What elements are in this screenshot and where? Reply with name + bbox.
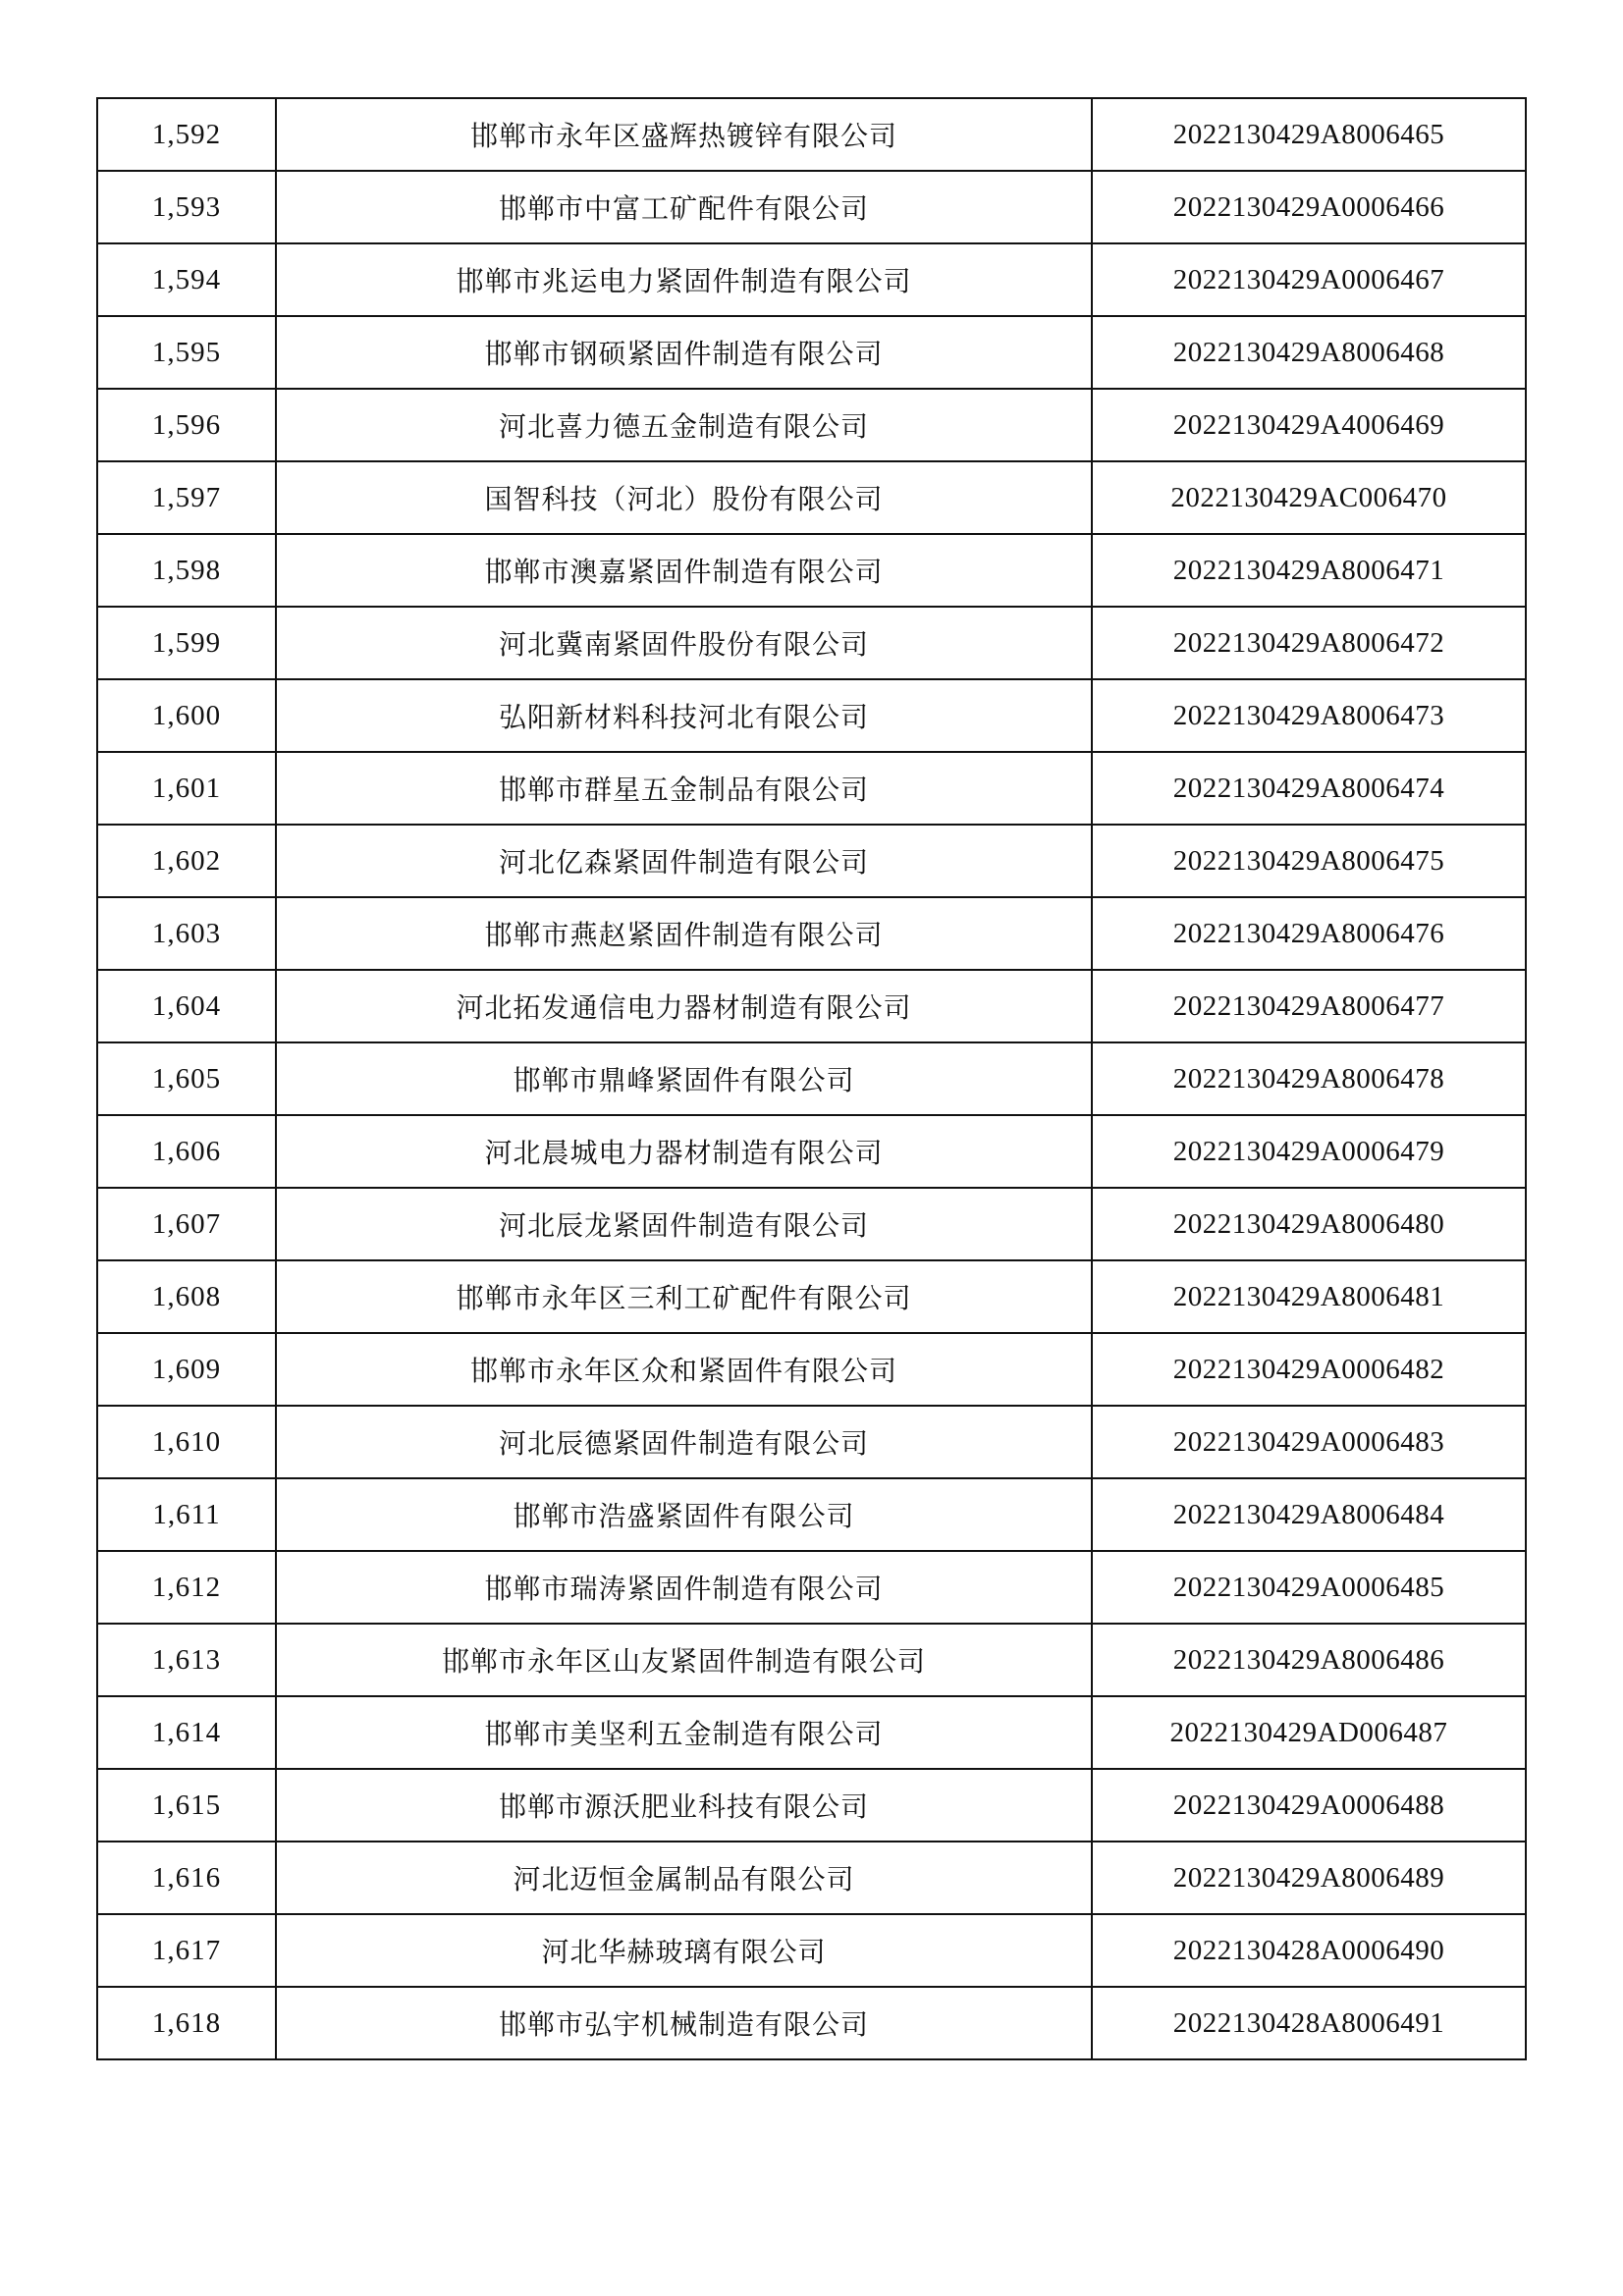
row-index: 1,593 xyxy=(97,171,276,243)
table-row xyxy=(97,1914,1526,1987)
row-index: 1,611 xyxy=(97,1478,276,1551)
row-index: 1,606 xyxy=(97,1115,276,1188)
row-index: 1,596 xyxy=(97,389,276,461)
row-index: 1,615 xyxy=(97,1769,276,1842)
company-name: 国智科技（河北）股份有限公司 xyxy=(276,461,1092,534)
registration-code: 2022130429A4006469 xyxy=(1092,389,1526,461)
row-index: 1,613 xyxy=(97,1624,276,1696)
registration-code: 2022130429A0006479 xyxy=(1092,1115,1526,1188)
company-name: 河北拓发通信电力器材制造有限公司 xyxy=(276,970,1092,1042)
registration-code: 2022130429A8006478 xyxy=(1092,1042,1526,1115)
row-index: 1,617 xyxy=(97,1914,276,1987)
company-name: 河北亿森紧固件制造有限公司 xyxy=(276,825,1092,897)
company-name: 邯郸市鼎峰紧固件有限公司 xyxy=(276,1042,1092,1115)
registration-code: 2022130429A0006482 xyxy=(1092,1333,1526,1406)
table-row xyxy=(97,897,1526,970)
row-index: 1,595 xyxy=(97,316,276,389)
table-row xyxy=(97,1987,1526,2059)
table-row xyxy=(97,389,1526,461)
row-index: 1,594 xyxy=(97,243,276,316)
table-row xyxy=(97,1115,1526,1188)
company-name: 邯郸市弘宇机械制造有限公司 xyxy=(276,1987,1092,2059)
table-row xyxy=(97,98,1526,171)
row-index: 1,610 xyxy=(97,1406,276,1478)
row-index: 1,592 xyxy=(97,98,276,171)
table-row xyxy=(97,1260,1526,1333)
company-name: 邯郸市永年区众和紧固件有限公司 xyxy=(276,1333,1092,1406)
registration-code: 2022130429A8006489 xyxy=(1092,1842,1526,1914)
registration-code: 2022130429A0006488 xyxy=(1092,1769,1526,1842)
company-name: 河北辰德紧固件制造有限公司 xyxy=(276,1406,1092,1478)
registration-code: 2022130429AD006487 xyxy=(1092,1696,1526,1769)
registration-code: 2022130429A8006480 xyxy=(1092,1188,1526,1260)
row-index: 1,604 xyxy=(97,970,276,1042)
company-name: 邯郸市永年区盛辉热镀锌有限公司 xyxy=(276,98,1092,171)
table-row xyxy=(97,607,1526,679)
registration-code: 2022130429A8006471 xyxy=(1092,534,1526,607)
table-body xyxy=(97,98,1526,2059)
company-name: 弘阳新材料科技河北有限公司 xyxy=(276,679,1092,752)
registration-code: 2022130429A8006477 xyxy=(1092,970,1526,1042)
registration-code: 2022130429A0006466 xyxy=(1092,171,1526,243)
company-name: 河北晨城电力器材制造有限公司 xyxy=(276,1115,1092,1188)
company-name: 邯郸市群星五金制品有限公司 xyxy=(276,752,1092,825)
company-name: 河北辰龙紧固件制造有限公司 xyxy=(276,1188,1092,1260)
row-index: 1,601 xyxy=(97,752,276,825)
registration-code: 2022130429A8006481 xyxy=(1092,1260,1526,1333)
company-name: 河北冀南紧固件股份有限公司 xyxy=(276,607,1092,679)
company-name: 邯郸市澳嘉紧固件制造有限公司 xyxy=(276,534,1092,607)
table-row xyxy=(97,1478,1526,1551)
registration-code: 2022130428A0006490 xyxy=(1092,1914,1526,1987)
row-index: 1,599 xyxy=(97,607,276,679)
registration-code: 2022130429A8006475 xyxy=(1092,825,1526,897)
registration-code: 2022130429A0006467 xyxy=(1092,243,1526,316)
registration-code: 2022130429A8006486 xyxy=(1092,1624,1526,1696)
company-name: 邯郸市燕赵紧固件制造有限公司 xyxy=(276,897,1092,970)
registration-code: 2022130429A0006483 xyxy=(1092,1406,1526,1478)
registration-code: 2022130429A8006473 xyxy=(1092,679,1526,752)
company-name: 邯郸市瑞涛紧固件制造有限公司 xyxy=(276,1551,1092,1624)
row-index: 1,598 xyxy=(97,534,276,607)
table-row xyxy=(97,1406,1526,1478)
row-index: 1,612 xyxy=(97,1551,276,1624)
table-row xyxy=(97,1188,1526,1260)
row-index: 1,597 xyxy=(97,461,276,534)
table-row xyxy=(97,1333,1526,1406)
table-row xyxy=(97,679,1526,752)
row-index: 1,607 xyxy=(97,1188,276,1260)
registration-code: 2022130429A8006476 xyxy=(1092,897,1526,970)
row-index: 1,618 xyxy=(97,1987,276,2059)
table-row xyxy=(97,1624,1526,1696)
registration-code: 2022130429A8006484 xyxy=(1092,1478,1526,1551)
table-row xyxy=(97,171,1526,243)
company-name: 邯郸市美坚利五金制造有限公司 xyxy=(276,1696,1092,1769)
registration-code: 2022130429A8006474 xyxy=(1092,752,1526,825)
registration-code: 2022130428A8006491 xyxy=(1092,1987,1526,2059)
company-name: 河北迈恒金属制品有限公司 xyxy=(276,1842,1092,1914)
row-index: 1,614 xyxy=(97,1696,276,1769)
table-row xyxy=(97,825,1526,897)
table-row xyxy=(97,1769,1526,1842)
table-row xyxy=(97,970,1526,1042)
company-name: 邯郸市永年区三利工矿配件有限公司 xyxy=(276,1260,1092,1333)
company-name: 邯郸市兆运电力紧固件制造有限公司 xyxy=(276,243,1092,316)
table-row xyxy=(97,1042,1526,1115)
table-row xyxy=(97,461,1526,534)
row-index: 1,602 xyxy=(97,825,276,897)
registration-code: 2022130429A0006485 xyxy=(1092,1551,1526,1624)
registration-code: 2022130429A8006465 xyxy=(1092,98,1526,171)
registration-code: 2022130429A8006472 xyxy=(1092,607,1526,679)
table-row xyxy=(97,316,1526,389)
row-index: 1,605 xyxy=(97,1042,276,1115)
row-index: 1,608 xyxy=(97,1260,276,1333)
table-row xyxy=(97,1842,1526,1914)
row-index: 1,616 xyxy=(97,1842,276,1914)
company-name: 邯郸市源沃肥业科技有限公司 xyxy=(276,1769,1092,1842)
table-row xyxy=(97,1696,1526,1769)
table-row xyxy=(97,1551,1526,1624)
company-name: 邯郸市中富工矿配件有限公司 xyxy=(276,171,1092,243)
company-name: 邯郸市永年区山友紧固件制造有限公司 xyxy=(276,1624,1092,1696)
company-name: 邯郸市钢硕紧固件制造有限公司 xyxy=(276,316,1092,389)
table-row xyxy=(97,534,1526,607)
company-registry-table xyxy=(96,97,1527,2060)
company-name: 邯郸市浩盛紧固件有限公司 xyxy=(276,1478,1092,1551)
registration-code: 2022130429A8006468 xyxy=(1092,316,1526,389)
company-name: 河北喜力德五金制造有限公司 xyxy=(276,389,1092,461)
registration-code: 2022130429AC006470 xyxy=(1092,461,1526,534)
table-row xyxy=(97,243,1526,316)
company-name: 河北华赫玻璃有限公司 xyxy=(276,1914,1092,1987)
row-index: 1,609 xyxy=(97,1333,276,1406)
table-row xyxy=(97,752,1526,825)
row-index: 1,603 xyxy=(97,897,276,970)
row-index: 1,600 xyxy=(97,679,276,752)
